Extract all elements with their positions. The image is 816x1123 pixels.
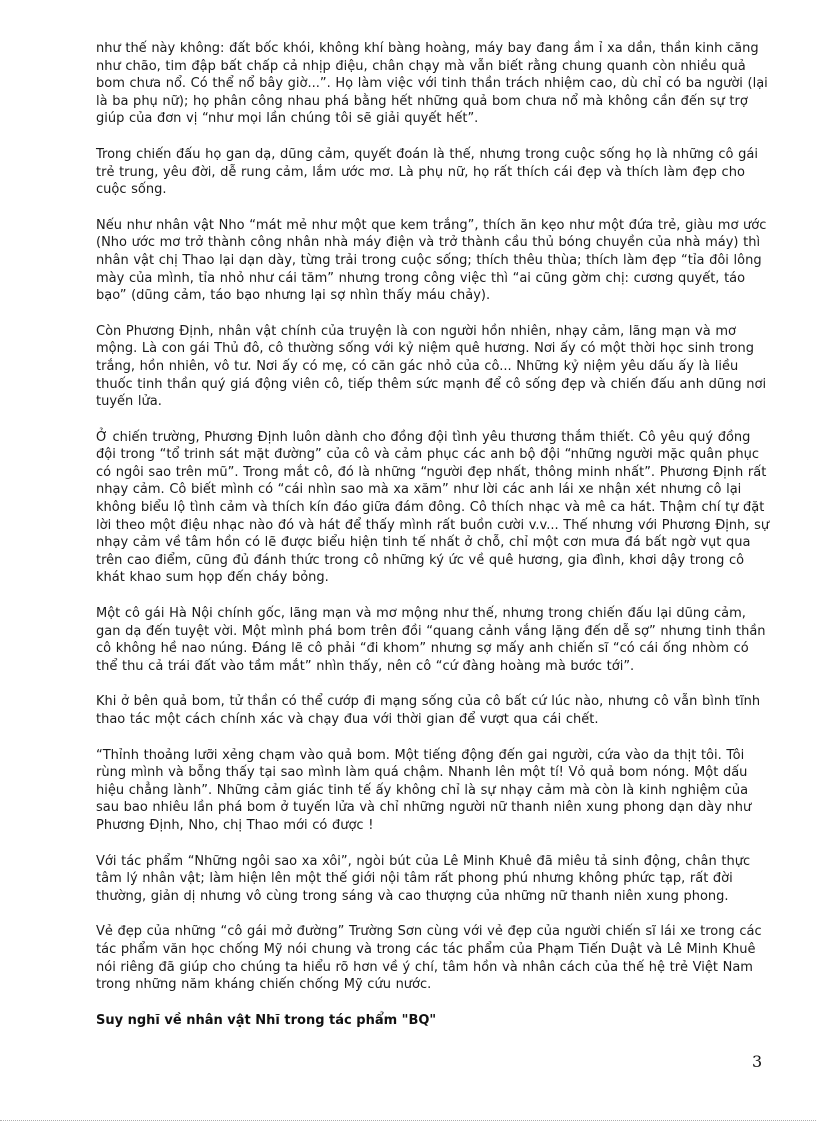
paragraph-10: Vẻ đẹp của những “cô gái mở đường” Trường Sơn cùng với vẻ đẹp của người chiến sĩ lái xe trong các tác phẩm văn học chống Mỹ nói chung và trong các tác phẩm của Phạm Tiến Duật và Lê Minh Khuê nói riêng đã giúp cho chúng ta hiểu rõ hơn về ý chí, tâm hồn và nhân cách của thế hệ trẻ Việt Nam trong những năm kháng chiến chống Mỹ cứu nước. bbox=[96, 924, 762, 993]
paragraph-8: “Thỉnh thoảng lưỡi xẻng chạm vào quả bom. Một tiếng động đến gai người, cứa vào da thịt tôi. Tôi rùng mình và bỗng thấy tại sao mình làm quá chậm. Nhanh lên một tí! Vỏ quả bom nóng. Một dấu hiệu chẳng lành”. Những cảm giác tinh tế ấy không chỉ là sự nhạy cảm mà còn là kinh nghiệm của sau bao nhiêu lần phá bom ở tuyến lửa và chỉ những người nữ thanh niên xung phong dạn dày như Phương Định, Nho, chị Thao mới có được ! bbox=[96, 747, 752, 833]
paragraph-1: như thế này không: đất bốc khói, không khí bàng hoàng, máy bay đang ầm ỉ xa dần, thần kinh căng như chão, tim đập bất chấp cả nhịp điệu, chân chạy mà vẫn biết rằng chung quanh còn nhiều quả bom chưa nổ. Có thể nổ bây giờ...”. Họ làm việc với tinh thần trách nhiệm cao, dù chỉ có ba người (lại là ba phụ nữ); họ phân công nhau phá bằng hết những quả bom chưa nổ mà không cần đến sự trợ giúp của đơn vị “như mọi lần chúng tôi sẽ giải quyết hết”. bbox=[96, 41, 768, 127]
page-bottom-divider bbox=[0, 1120, 816, 1121]
section-heading: Suy nghĩ về nhân vật Nhĩ trong tác phẩm "BQ" bbox=[96, 1012, 437, 1028]
paragraph-3: Nếu như nhân vật Nho “mát mẻ như một que kem trắng”, thích ăn kẹo như một đứa trẻ, giàu mơ ước (Nho ước mơ trở thành công nhân nhà máy điện và trở thành cầu thủ bóng chuyền của nhà máy) thì nhân vật chị Thao lại dạn dày, từng trải trong cuộc sống; thích thêu thùa; thích làm đẹp “tỉa đôi lông mày của mình, tỉa nhỏ như cái tăm” nhưng trong công việc thì “ai cũng gờm chị: cương quyết, táo bạo” (dũng cảm, táo bạo nhưng lại sợ nhìn thấy máu chảy). bbox=[96, 217, 767, 304]
paragraph-7: Khi ở bên quả bom, tử thần có thể cướp đi mạng sống của cô bất cứ lúc nào, nhưng cô vẫn bình tĩnh thao tác một cách chính xác và chạy đua với thời gian để vượt qua cái chết. bbox=[96, 694, 761, 727]
page-number: 3 bbox=[752, 1052, 763, 1071]
paragraph-6: Một cô gái Hà Nội chính gốc, lãng mạn và mơ mộng như thế, nhưng trong chiến đấu lại dũng cảm, gan dạ đến tuyệt vời. Một mình phá bom trên đồi “quang cảnh vắng lặng đến dễ sợ” nhưng tinh thần cô không hề nao núng. Đáng lẽ cô phải “đi khom” nhưng sợ mấy anh chiến sĩ “có cái ống nhòm có thể thu cả trái đất vào tầm mắt” nhìn thấy, nên cô “cứ đàng hoàng mà bước tới”. bbox=[96, 606, 766, 674]
paragraph-9: Với tác phẩm “Những ngôi sao xa xôi”, ngòi bút của Lê Minh Khuê đã miêu tả sinh động, chân thực tâm lý nhân vật; làm hiện lên một thế giới nội tâm rất phong phú nhưng không phức tạp, rất đời thường, giản dị nhưng vô cùng trong sáng và cao thượng của những nữ thanh niên xung phong. bbox=[96, 853, 751, 904]
paragraph-2: Trong chiến đấu họ gan dạ, dũng cảm, quyết đoán là thế, nhưng trong cuộc sống họ là những cô gái trẻ trung, yêu đời, dễ rung cảm, lắm ước mơ. Là phụ nữ, họ rất thích cái đẹp và thích làm đẹp cho cuộc sống. bbox=[96, 146, 758, 198]
paragraph-5: Ở chiến trường, Phương Định luôn dành cho đồng đội tình yêu thương thắm thiết. Cô yêu quý đồng đội trong “tổ trinh sát mặt đường” của cô và cảm phục các anh bộ đội “những người mặc quân phục có ngôi sao trên mũ”. Trong mắt cô, đó là những “người đẹp nhất, thông minh nhất”. Phương Định rất nhạy cảm. Cô biết mình có “cái nhìn sao mà xa xăm” như lời các anh lái xe nhận xét nhưng cô lại không biểu lộ tình cảm và thích kín đáo giữa đám đông. Cô thích nhạc và mê ca hát. Thậm chí tự đặt lời theo một điệu nhạc nào đó và hát để thấy mình rất buồn cười v.v... Thế nhưng với Phương Định, sự nhạy cảm về tâm hồn có lẽ được biểu hiện tinh tế nhất ở chỗ, chỉ một cơn mưa đá bất ngờ vụt qua trên cao điểm, cũng đủ đánh thức trong cô những ký ức về quê hương, gia đình, khơi dậy trong cô khát khao sum họp đến cháy bỏng. bbox=[96, 429, 770, 586]
document-body bbox=[96, 40, 770, 1030]
paragraph-4: Còn Phương Định, nhân vật chính của truyện là con người hồn nhiên, nhạy cảm, lãng mạn và mơ mộng. Là con gái Thủ đô, cô thường sống với kỷ niệm quê hương. Nơi ấy có một thời học sinh trong trắng, hồn nhiên, vô tư. Nơi ấy có mẹ, có căn gác nhỏ của cô... Những kỷ niệm yêu dấu ấy là liều thuốc tinh thần quý giá động viên cô, tiếp thêm sức mạnh để cô sống đẹp và chiến đấu anh dũng nơi tuyến lửa. bbox=[96, 323, 767, 410]
